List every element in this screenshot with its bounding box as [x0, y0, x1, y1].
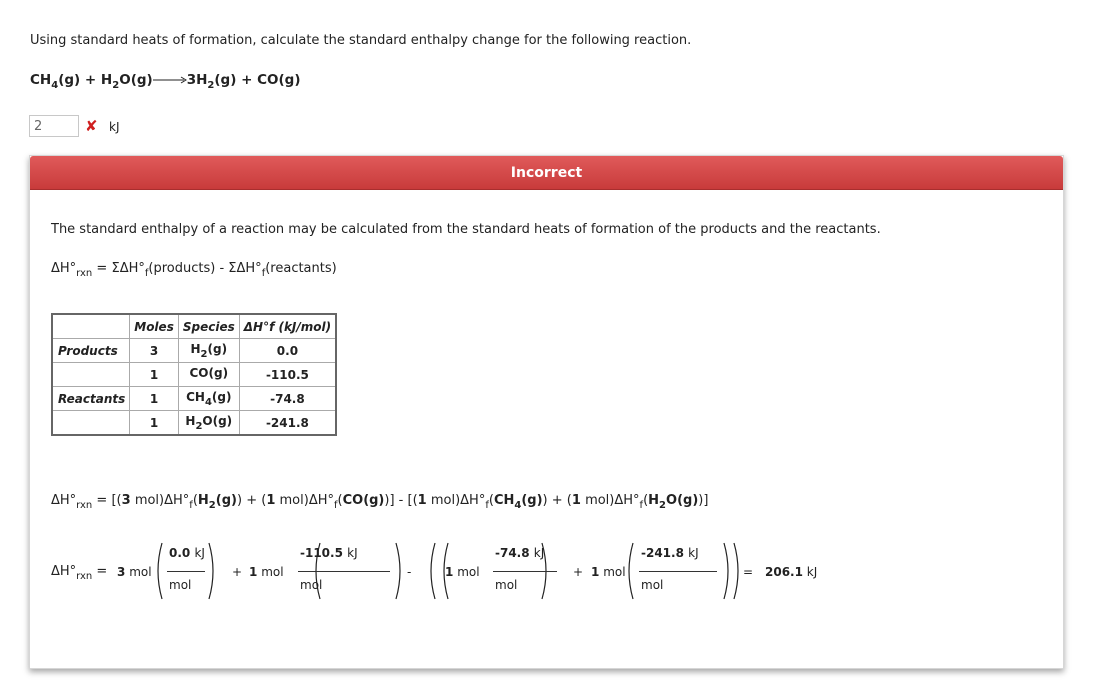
- calc-coef-3: 1 mol: [445, 565, 480, 579]
- frac-num-2: -110.5 kJ: [300, 546, 358, 560]
- reaction-arrow-icon: [153, 75, 187, 85]
- header-moles: Moles: [130, 314, 179, 339]
- calc-equals: =: [743, 565, 754, 579]
- frac-num-1: 0.0 kJ: [169, 546, 205, 560]
- frac-num-3: -74.8 kJ: [495, 546, 545, 560]
- generic-equation: $\Delta H^\circ_{rxn}$ = $\Sigma\Delta H^\circ_f(products)$ - $\Sigma\Delta H^\circ_f(reactants)$: [51, 261, 337, 279]
- product-h2: $3H_2(g)$: [186, 72, 237, 91]
- frac-den-3: mol: [495, 578, 518, 592]
- explanation-text: The standard enthalpy of a reaction may be calculated from the standard heats of formation of the products and the reactants.: [51, 222, 881, 237]
- feedback-header: Incorrect: [30, 156, 1063, 190]
- calc-lhs: $\Delta H^\circ_{rxn}$ =: [51, 564, 108, 582]
- question-prompt: Using standard heats of formation, calculate the standard enthalpy change for the following reaction.: [30, 33, 692, 48]
- fraction-bar: [167, 571, 205, 572]
- product-co: CO(g): [257, 72, 301, 88]
- header-dhf: ΔH°f (kJ/mol): [239, 314, 336, 339]
- plus-sign: +: [84, 72, 97, 88]
- row-label: [52, 363, 130, 387]
- row-dhf: -241.8: [239, 411, 336, 436]
- row-dhf: 0.0: [239, 339, 336, 363]
- row-moles: 1: [130, 411, 179, 436]
- row-label: Products: [52, 339, 130, 363]
- row-species: $H_2(g)$: [178, 339, 239, 363]
- row-dhf: -74.8: [239, 387, 336, 411]
- calc-plus-2: +: [573, 565, 584, 579]
- row-label: Reactants: [52, 387, 130, 411]
- calc-plus-1: +: [232, 565, 243, 579]
- numeric-calculation: [51, 541, 1051, 601]
- row-moles: 3: [130, 339, 179, 363]
- incorrect-x-icon: ✘: [85, 117, 98, 135]
- feedback-panel: [29, 155, 1064, 669]
- frac-den-4: mol: [641, 578, 664, 592]
- calc-minus: -: [407, 565, 412, 579]
- expanded-equation: $\Delta H^\circ_{rxn} = [(3$ $mol)\Delta H^\circ_f(H_2(g)) + (1$ $mol)\Delta H^\circ_f(CO(g))] - [(1$ $mol)\Delta H^\circ_f(CH_4(g)) + (1$ $mol)\Delta H^\circ_f(H_2O(g))$]: [51, 493, 709, 511]
- reactant-h2o: $H_2O(g)$: [100, 72, 153, 91]
- plus-sign: +: [241, 72, 253, 88]
- answer-unit: kJ: [109, 120, 120, 134]
- row-species: CO(g): [178, 363, 239, 387]
- header-species: Species: [178, 314, 239, 339]
- table-row: [52, 363, 336, 387]
- calc-result: 206.1 kJ: [765, 565, 818, 579]
- row-species: $H_2O(g)$: [178, 411, 239, 436]
- calc-coef-2: 1 mol: [249, 565, 284, 579]
- row-moles: 1: [130, 363, 179, 387]
- row-dhf: -110.5: [239, 363, 336, 387]
- frac-num-4: -241.8 kJ: [641, 546, 699, 560]
- table-row: [52, 339, 336, 363]
- row-moles: 1: [130, 387, 179, 411]
- reaction-equation: [30, 72, 301, 91]
- answer-input[interactable]: [29, 115, 79, 137]
- frac-den-2: mol: [300, 578, 323, 592]
- fraction-bar: [639, 571, 717, 572]
- table-row: [52, 387, 336, 411]
- row-label: [52, 411, 130, 436]
- fraction-bar: [298, 571, 390, 572]
- table-header-row: [52, 314, 336, 339]
- reactant-ch4: $CH_4(g)$: [30, 72, 81, 91]
- fraction-bar: [493, 571, 557, 572]
- calc-coef-4: 1 mol: [591, 565, 626, 579]
- table-row: [52, 411, 336, 436]
- frac-den-1: mol: [169, 578, 192, 592]
- formation-data-table: [51, 313, 337, 436]
- row-species: $CH_4(g)$: [178, 387, 239, 411]
- calc-coef-1: 3 mol: [117, 565, 152, 579]
